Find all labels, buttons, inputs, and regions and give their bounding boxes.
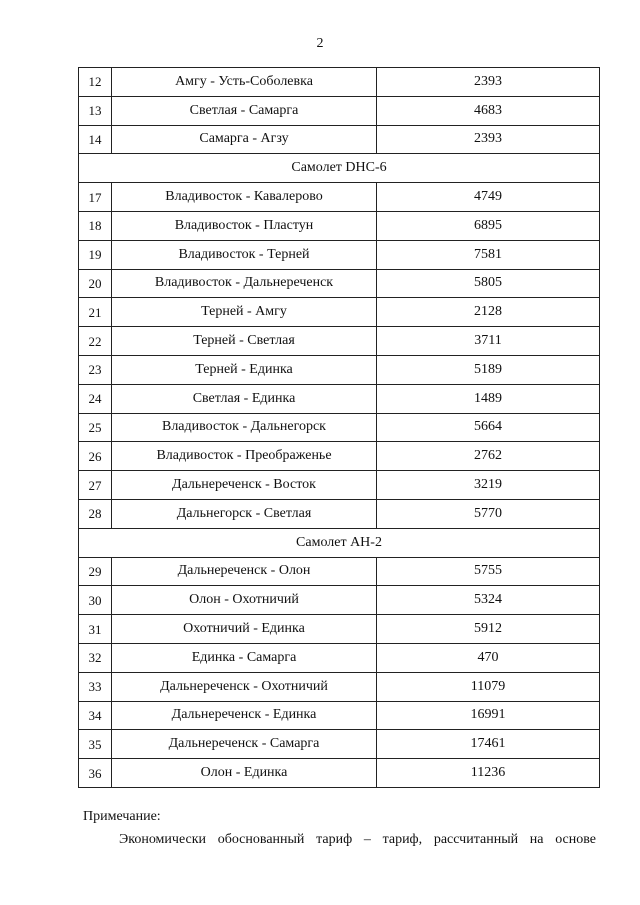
table-row bbox=[79, 240, 600, 269]
row-number: 32 bbox=[79, 643, 112, 672]
row-number: 21 bbox=[79, 298, 112, 327]
table-row bbox=[79, 672, 600, 701]
fare-cell: 3219 bbox=[377, 471, 600, 500]
table-row bbox=[79, 615, 600, 644]
row-number: 18 bbox=[79, 211, 112, 240]
row-number: 17 bbox=[79, 183, 112, 212]
fare-cell: 6895 bbox=[377, 211, 600, 240]
section-row bbox=[79, 528, 600, 557]
route-cell: Терней - Светлая bbox=[112, 327, 377, 356]
row-number: 29 bbox=[79, 557, 112, 586]
route-cell: Владивосток - Пластун bbox=[112, 211, 377, 240]
table-row bbox=[79, 643, 600, 672]
fare-cell: 2128 bbox=[377, 298, 600, 327]
section-row bbox=[79, 154, 600, 183]
table-row bbox=[79, 730, 600, 759]
route-cell: Владивосток - Дальнереченск bbox=[112, 269, 377, 298]
fare-cell: 11236 bbox=[377, 759, 600, 788]
row-number: 26 bbox=[79, 442, 112, 471]
note-text: Экономически обоснованный тариф – тариф, рассчитанный на основе bbox=[119, 832, 596, 847]
route-cell: Самарга - Агзу bbox=[112, 125, 377, 154]
fare-cell: 4683 bbox=[377, 96, 600, 125]
table-row bbox=[79, 471, 600, 500]
row-number: 30 bbox=[79, 586, 112, 615]
row-number: 27 bbox=[79, 471, 112, 500]
route-cell: Терней - Амгу bbox=[112, 298, 377, 327]
route-cell: Дальнереченск - Олон bbox=[112, 557, 377, 586]
row-number: 23 bbox=[79, 355, 112, 384]
row-number: 24 bbox=[79, 384, 112, 413]
route-cell: Дальнереченск - Восток bbox=[112, 471, 377, 500]
fare-cell: 5770 bbox=[377, 499, 600, 528]
tariff-table bbox=[78, 67, 600, 788]
row-number: 28 bbox=[79, 499, 112, 528]
table-row bbox=[79, 68, 600, 97]
row-number: 35 bbox=[79, 730, 112, 759]
fare-cell: 5805 bbox=[377, 269, 600, 298]
route-cell: Олон - Охотничий bbox=[112, 586, 377, 615]
fare-cell: 3711 bbox=[377, 327, 600, 356]
table-row bbox=[79, 211, 600, 240]
route-cell: Охотничий - Единка bbox=[112, 615, 377, 644]
table-row bbox=[79, 586, 600, 615]
table-row bbox=[79, 269, 600, 298]
route-cell: Терней - Единка bbox=[112, 355, 377, 384]
fare-cell: 11079 bbox=[377, 672, 600, 701]
fare-cell: 5664 bbox=[377, 413, 600, 442]
table-row bbox=[79, 557, 600, 586]
fare-cell: 1489 bbox=[377, 384, 600, 413]
table-row bbox=[79, 384, 600, 413]
route-cell: Олон - Единка bbox=[112, 759, 377, 788]
fare-cell: 7581 bbox=[377, 240, 600, 269]
table-row bbox=[79, 96, 600, 125]
row-number: 14 bbox=[79, 125, 112, 154]
table-row bbox=[79, 183, 600, 212]
section-title: Самолет DHC-6 bbox=[79, 154, 600, 183]
table-row bbox=[79, 355, 600, 384]
table-row bbox=[79, 442, 600, 471]
row-number: 13 bbox=[79, 96, 112, 125]
row-number: 36 bbox=[79, 759, 112, 788]
route-cell: Дальнереченск - Единка bbox=[112, 701, 377, 730]
table-row bbox=[79, 759, 600, 788]
route-cell: Дальнереченск - Охотничий bbox=[112, 672, 377, 701]
row-number: 33 bbox=[79, 672, 112, 701]
row-number: 34 bbox=[79, 701, 112, 730]
route-cell: Владивосток - Терней bbox=[112, 240, 377, 269]
fare-cell: 5189 bbox=[377, 355, 600, 384]
fare-cell: 5912 bbox=[377, 615, 600, 644]
route-cell: Светлая - Самарга bbox=[112, 96, 377, 125]
fare-cell: 2393 bbox=[377, 125, 600, 154]
tariff-table-body bbox=[79, 68, 600, 788]
fare-cell: 16991 bbox=[377, 701, 600, 730]
row-number: 20 bbox=[79, 269, 112, 298]
fare-cell: 5324 bbox=[377, 586, 600, 615]
row-number: 12 bbox=[79, 68, 112, 97]
fare-cell: 2762 bbox=[377, 442, 600, 471]
route-cell: Единка - Самарга bbox=[112, 643, 377, 672]
row-number: 19 bbox=[79, 240, 112, 269]
table-row bbox=[79, 125, 600, 154]
table-row bbox=[79, 298, 600, 327]
route-cell: Владивосток - Преображенье bbox=[112, 442, 377, 471]
route-cell: Дальнегорск - Светлая bbox=[112, 499, 377, 528]
row-number: 25 bbox=[79, 413, 112, 442]
route-cell: Владивосток - Кавалерово bbox=[112, 183, 377, 212]
fare-cell: 17461 bbox=[377, 730, 600, 759]
row-number: 31 bbox=[79, 615, 112, 644]
route-cell: Дальнереченск - Самарга bbox=[112, 730, 377, 759]
note-title: Примечание: bbox=[83, 809, 161, 824]
table-row bbox=[79, 413, 600, 442]
table-row bbox=[79, 499, 600, 528]
fare-cell: 5755 bbox=[377, 557, 600, 586]
section-title: Самолет АН-2 bbox=[79, 528, 600, 557]
table-row bbox=[79, 701, 600, 730]
route-cell: Владивосток - Дальнегорск bbox=[112, 413, 377, 442]
fare-cell: 2393 bbox=[377, 68, 600, 97]
route-cell: Светлая - Единка bbox=[112, 384, 377, 413]
fare-cell: 4749 bbox=[377, 183, 600, 212]
table-row bbox=[79, 327, 600, 356]
page-number: 2 bbox=[316, 36, 324, 51]
route-cell: Амгу - Усть-Соболевка bbox=[112, 68, 377, 97]
fare-cell: 470 bbox=[377, 643, 600, 672]
row-number: 22 bbox=[79, 327, 112, 356]
